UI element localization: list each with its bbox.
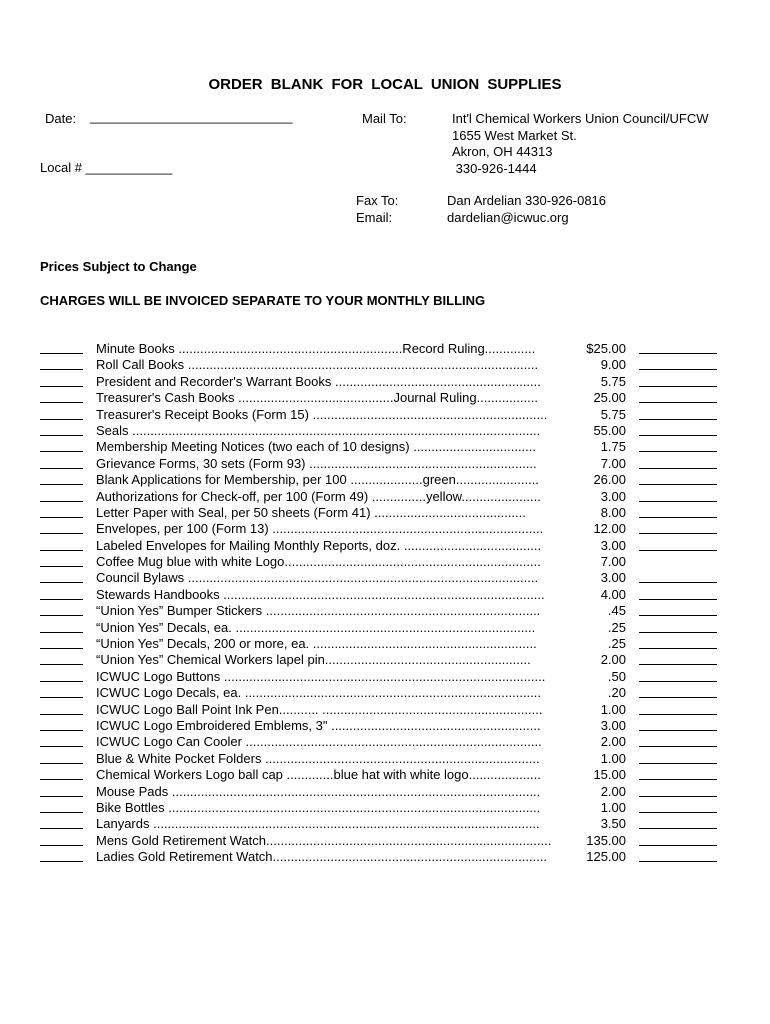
amount-blank[interactable] — [639, 357, 717, 370]
item-price: 26.00 — [593, 472, 626, 488]
item-price: .50 — [607, 668, 626, 684]
item-price: 9.00 — [600, 357, 626, 373]
amount-blank[interactable] — [639, 833, 717, 846]
amount-blank[interactable] — [639, 784, 717, 797]
list-item — [0, 751, 770, 767]
item-price: 4.00 — [600, 586, 626, 602]
item-description: ICWUC Logo Ball Point Ink Pen........... ............................................................. — [96, 701, 543, 717]
item-price: 3.50 — [600, 816, 626, 832]
quantity-blank[interactable] — [40, 784, 83, 797]
list-item — [0, 570, 770, 586]
item-description: Seals ................................................................................................................. — [96, 422, 541, 438]
list-item — [0, 489, 770, 505]
quantity-blank[interactable] — [40, 702, 83, 715]
quantity-blank[interactable] — [40, 538, 83, 551]
amount-blank[interactable] — [639, 423, 717, 436]
item-description: Grievance Forms, 30 sets (Form 93) ............................................................... — [96, 455, 537, 471]
amount-blank[interactable] — [639, 702, 717, 715]
amount-blank[interactable] — [639, 374, 717, 387]
item-price: 3.00 — [600, 570, 626, 586]
item-description: Chemical Workers Logo ball cap .............blue hat with white logo.................... — [96, 767, 541, 783]
amount-blank[interactable] — [639, 505, 717, 518]
amount-blank[interactable] — [639, 390, 717, 403]
item-description: Envelopes, per 100 (Form 13) ........................................................................... — [96, 521, 544, 537]
item-description: President and Recorder's Warrant Books ......................................................... — [96, 373, 541, 389]
quantity-blank[interactable] — [40, 587, 83, 600]
list-item — [0, 636, 770, 652]
quantity-blank[interactable] — [40, 341, 83, 354]
list-item — [0, 521, 770, 537]
list-item — [0, 357, 770, 373]
quantity-blank[interactable] — [40, 357, 83, 370]
email-value: dardelian@icwuc.org — [447, 210, 569, 225]
amount-blank[interactable] — [639, 456, 717, 469]
list-item — [0, 456, 770, 472]
quantity-blank[interactable] — [40, 489, 83, 502]
item-price: 135.00 — [586, 832, 626, 848]
item-description: Council Bylaws ................................................................................................. — [96, 570, 539, 586]
list-item — [0, 816, 770, 832]
quantity-blank[interactable] — [40, 603, 83, 616]
quantity-blank[interactable] — [40, 505, 83, 518]
amount-blank[interactable] — [639, 751, 717, 764]
item-description: ICWUC Logo Decals, ea. .................................................................................. — [96, 685, 542, 701]
amount-blank[interactable] — [639, 620, 717, 633]
item-price: 7.00 — [600, 554, 626, 570]
amount-blank[interactable] — [639, 800, 717, 813]
date-label: Date: — [45, 111, 77, 126]
item-price: 1.00 — [600, 750, 626, 766]
list-item — [0, 849, 770, 865]
item-description: Coffee Mug blue with white Logo....................................................................... — [96, 554, 541, 570]
amount-blank[interactable] — [639, 587, 717, 600]
amount-blank[interactable] — [639, 652, 717, 665]
supply-items-list — [0, 341, 770, 866]
quantity-blank[interactable] — [40, 570, 83, 583]
amount-blank[interactable] — [639, 603, 717, 616]
quantity-blank[interactable] — [40, 374, 83, 387]
item-price: .25 — [607, 619, 626, 635]
email-label: Email: — [356, 210, 393, 225]
amount-blank[interactable] — [639, 472, 717, 485]
quantity-blank[interactable] — [40, 652, 83, 665]
item-description: ICWUC Logo Buttons ......................................................................................... — [96, 668, 546, 684]
item-description: “Union Yes” Decals, 200 or more, ea. .............................................................. — [96, 636, 537, 652]
list-item — [0, 472, 770, 488]
quantity-blank[interactable] — [40, 407, 83, 420]
item-description: Letter Paper with Seal, per 50 sheets (Form 41) .......................................... — [96, 504, 526, 520]
item-price: 1.00 — [600, 799, 626, 815]
amount-blank[interactable] — [639, 439, 717, 452]
item-description: Authorizations for Check-off, per 100 (Form 49) ...............yellow...................... — [96, 488, 541, 504]
list-item — [0, 620, 770, 636]
item-price: 55.00 — [593, 422, 626, 438]
item-description: Mouse Pads ...................................................................................................... — [96, 783, 541, 799]
list-item — [0, 734, 770, 750]
amount-blank[interactable] — [639, 636, 717, 649]
list-item — [0, 767, 770, 783]
item-description: ICWUC Logo Can Cooler .................................................................................. — [96, 734, 542, 750]
list-item — [0, 702, 770, 718]
list-item — [0, 603, 770, 619]
local-number-field[interactable]: Local # ____________ — [40, 160, 173, 175]
item-price: 2.00 — [600, 783, 626, 799]
item-description: Ladies Gold Retirement Watch............................................................................ — [96, 849, 548, 865]
amount-blank[interactable] — [639, 685, 717, 698]
item-price: 15.00 — [593, 767, 626, 783]
list-item — [0, 652, 770, 668]
item-description: Labeled Envelopes for Mailing Monthly Reports, doz. ...................................... — [96, 537, 542, 553]
item-price: 5.75 — [600, 406, 626, 422]
item-price: .25 — [607, 636, 626, 652]
amount-blank[interactable] — [639, 816, 717, 829]
item-description: Bike Bottles ....................................................................................................... — [96, 799, 541, 815]
item-description: Stewards Handbooks ......................................................................................... — [96, 586, 545, 602]
list-item — [0, 439, 770, 455]
list-item — [0, 718, 770, 734]
item-price: 5.75 — [600, 373, 626, 389]
item-price: 2.00 — [600, 652, 626, 668]
list-item — [0, 374, 770, 390]
item-price: .45 — [607, 603, 626, 619]
item-price: .20 — [607, 685, 626, 701]
item-description: Roll Call Books ................................................................................................. — [96, 357, 539, 373]
list-item — [0, 538, 770, 554]
list-item — [0, 341, 770, 357]
quantity-blank[interactable] — [40, 669, 83, 682]
quantity-blank[interactable] — [40, 423, 83, 436]
mail-to-label: Mail To: — [362, 111, 407, 126]
amount-blank[interactable] — [639, 767, 717, 780]
amount-blank[interactable] — [639, 734, 717, 747]
item-price: $25.00 — [586, 341, 626, 356]
list-item — [0, 784, 770, 800]
address-line: 1655 West Market St. — [452, 127, 577, 143]
quantity-blank[interactable] — [40, 390, 83, 403]
quantity-blank[interactable] — [40, 472, 83, 485]
amount-blank[interactable] — [639, 849, 717, 862]
item-price: 1.75 — [600, 439, 626, 455]
item-description: Treasurer's Receipt Books (Form 15) ................................................................. — [96, 406, 548, 422]
item-description: “Union Yes” Chemical Workers lapel pin......................................................... — [96, 652, 531, 668]
quantity-blank[interactable] — [40, 718, 83, 731]
list-item — [0, 800, 770, 816]
address-line: 330-926-1444 — [452, 160, 537, 176]
amount-blank[interactable] — [639, 718, 717, 731]
quantity-blank[interactable] — [40, 734, 83, 747]
item-price: 3.00 — [600, 488, 626, 504]
item-description: Mens Gold Retirement Watch............................................................................... — [96, 832, 552, 848]
item-price: 1.00 — [600, 701, 626, 717]
quantity-blank[interactable] — [40, 816, 83, 829]
quantity-blank[interactable] — [40, 554, 83, 567]
quantity-blank[interactable] — [40, 521, 83, 534]
address-line: Int'l Chemical Workers Union Council/UFCW — [452, 111, 709, 126]
amount-blank[interactable] — [639, 341, 717, 354]
item-description: “Union Yes” Bumper Stickers ............................................................................ — [96, 603, 541, 619]
page-title: ORDER BLANK FOR LOCAL UNION SUPPLIES — [208, 76, 562, 93]
item-description: Blue & White Pocket Folders ............................................................................ — [96, 750, 540, 766]
list-item — [0, 833, 770, 849]
quantity-blank[interactable] — [40, 849, 83, 862]
item-price: 8.00 — [600, 504, 626, 520]
amount-blank[interactable] — [639, 570, 717, 583]
prices-note: Prices Subject to Change — [40, 259, 197, 274]
list-item — [0, 587, 770, 603]
quantity-blank[interactable] — [40, 620, 83, 633]
amount-blank[interactable] — [639, 521, 717, 534]
amount-blank[interactable] — [639, 669, 717, 682]
address-line: Akron, OH 44313 — [452, 144, 553, 159]
item-price: 3.00 — [600, 537, 626, 553]
item-price: 125.00 — [586, 849, 626, 865]
date-blank[interactable]: ____________________________ — [90, 109, 293, 124]
quantity-blank[interactable] — [40, 439, 83, 452]
item-description: “Union Yes” Decals, ea. ................................................................................... — [96, 619, 536, 635]
item-description: Lanyards ........................................................................................................... — [96, 816, 540, 832]
charges-note: CHARGES WILL BE INVOICED SEPARATE TO YOUR MONTHLY BILLING — [40, 293, 486, 308]
list-item — [0, 390, 770, 406]
quantity-blank[interactable] — [40, 833, 83, 846]
fax-label: Fax To: — [356, 193, 399, 208]
list-item — [0, 407, 770, 423]
item-price: 12.00 — [593, 521, 626, 537]
quantity-blank[interactable] — [40, 800, 83, 813]
item-price: 3.00 — [600, 717, 626, 733]
list-item — [0, 423, 770, 439]
list-item — [0, 554, 770, 570]
quantity-blank[interactable] — [40, 751, 83, 764]
list-item — [0, 505, 770, 521]
amount-blank[interactable] — [639, 407, 717, 420]
item-description: Minute Books ..............................................................Record Ruling.............. — [96, 341, 536, 356]
item-description: Membership Meeting Notices (two each of 10 designs) .................................. — [96, 439, 537, 455]
amount-blank[interactable] — [639, 489, 717, 502]
quantity-blank[interactable] — [40, 636, 83, 649]
amount-blank[interactable] — [639, 538, 717, 551]
quantity-blank[interactable] — [40, 456, 83, 469]
item-description: Treasurer's Cash Books ...........................................Journal Ruling................. — [96, 390, 538, 406]
item-price: 25.00 — [593, 390, 626, 406]
item-price: 7.00 — [600, 455, 626, 471]
quantity-blank[interactable] — [40, 685, 83, 698]
quantity-blank[interactable] — [40, 767, 83, 780]
item-price: 2.00 — [600, 734, 626, 750]
item-description: Blank Applications for Membership, per 100 ....................green....................... — [96, 472, 539, 488]
item-description: ICWUC Logo Embroidered Emblems, 3" .......................................................... — [96, 717, 541, 733]
list-item — [0, 685, 770, 701]
mail-address — [452, 111, 709, 177]
fax-value: Dan Ardelian 330-926-0816 — [447, 193, 607, 208]
list-item — [0, 669, 770, 685]
